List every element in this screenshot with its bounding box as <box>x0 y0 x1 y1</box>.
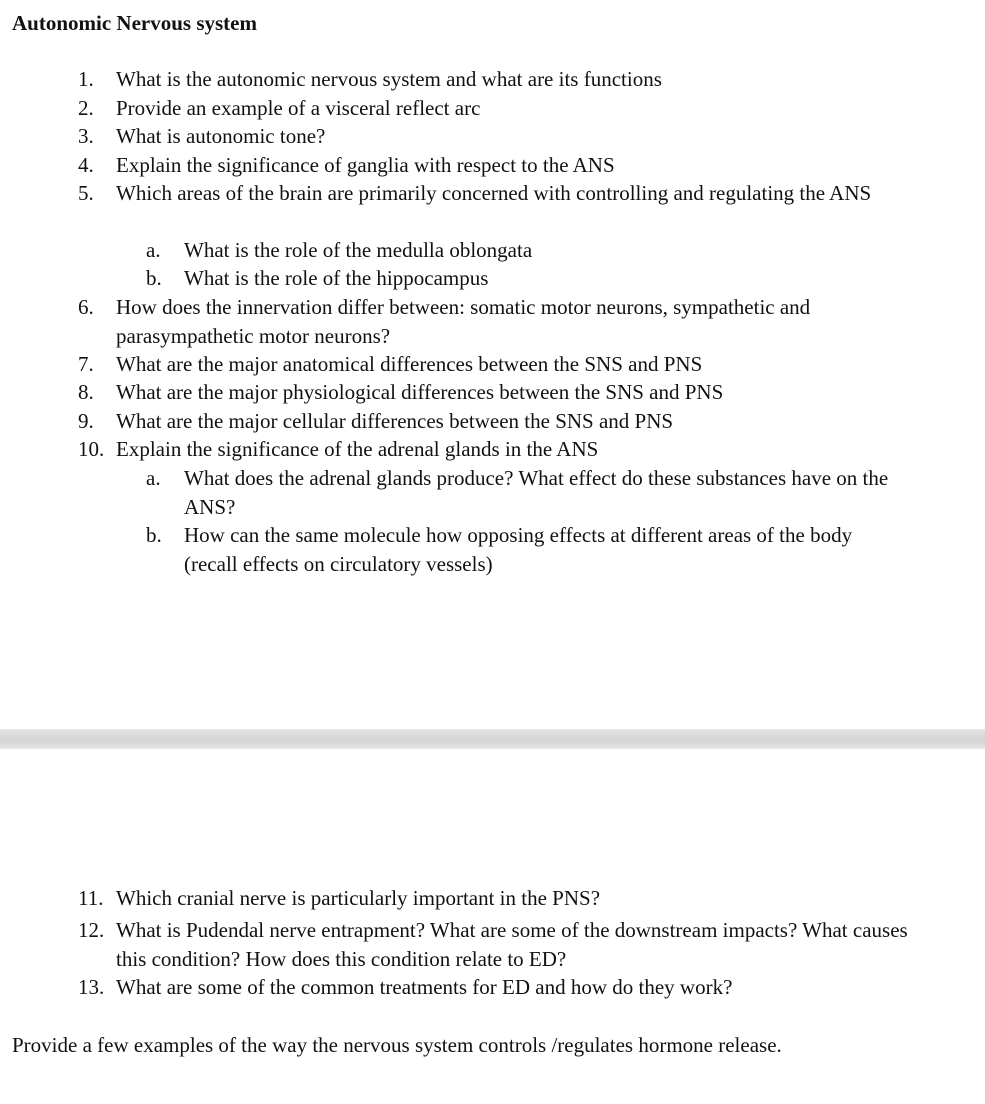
question-number: 3. <box>78 124 94 148</box>
question-number: 1. <box>78 67 94 91</box>
question-number: 12. <box>78 918 105 942</box>
question-item-3 <box>78 122 908 151</box>
question-text: What are the major physiological differences between the SNS and PNS <box>116 380 724 404</box>
question-number: 10. <box>78 437 105 461</box>
question-text: What is autonomic tone? <box>116 124 326 148</box>
question-number: 11. <box>78 886 104 910</box>
question-text: What are some of the common treatments for ED and how do they work? <box>116 975 733 999</box>
subquestion-text: What is the role of the medulla oblongata <box>184 238 533 262</box>
question-number: 2. <box>78 96 94 120</box>
question-text: What is the autonomic nervous system and what are its functions <box>116 67 662 91</box>
question-item-2 <box>78 94 908 123</box>
subquestion-item-10a <box>146 464 906 521</box>
question-item-8 <box>78 378 908 407</box>
question-item-11 <box>78 884 908 913</box>
subquestion-letter: b. <box>146 266 162 290</box>
question-number: 13. <box>78 975 105 999</box>
subquestion-item-10b <box>146 521 906 578</box>
page-break-divider <box>0 729 985 749</box>
question-number: 6. <box>78 295 94 319</box>
question-text: Explain the significance of ganglia with respect to the ANS <box>116 153 615 177</box>
subquestion-item-5a <box>146 236 906 265</box>
document-title: Autonomic Nervous system <box>12 11 257 35</box>
question-item-13 <box>78 973 908 1002</box>
subquestion-letter: a. <box>146 466 161 490</box>
question-item-1 <box>78 65 908 94</box>
closing-question: Provide a few examples of the way the nervous system controls /regulates hormone release. <box>12 1033 782 1057</box>
question-number: 8. <box>78 380 94 404</box>
subquestion-text: How can the same molecule how opposing effects at different areas of the body (recall effects on circulatory vessels) <box>184 523 853 576</box>
question-text: What is Pudendal nerve entrapment? What are some of the downstream impacts? What causes this condition? How does this condition relate to ED? <box>116 918 908 971</box>
question-text: How does the innervation differ between: somatic motor neurons, sympathetic and parasympathetic motor neurons? <box>116 295 811 348</box>
question-number: 5. <box>78 181 94 205</box>
question-number: 4. <box>78 153 94 177</box>
subquestion-letter: a. <box>146 238 161 262</box>
question-text: Explain the significance of the adrenal glands in the ANS <box>116 437 599 461</box>
question-item-12 <box>78 916 908 973</box>
question-text: Which cranial nerve is particularly important in the PNS? <box>116 886 601 910</box>
question-text: What are the major cellular differences between the SNS and PNS <box>116 409 674 433</box>
subquestion-letter: b. <box>146 523 162 547</box>
subquestion-text: What does the adrenal glands produce? What effect do these substances have on the ANS? <box>184 466 889 519</box>
question-item-9 <box>78 407 908 436</box>
question-item-7 <box>78 350 908 379</box>
question-number: 7. <box>78 352 94 376</box>
subquestion-item-5b <box>146 264 906 293</box>
question-item-10 <box>78 435 908 464</box>
question-text: Provide an example of a visceral reflect arc <box>116 96 481 120</box>
question-item-4 <box>78 151 908 180</box>
question-text: Which areas of the brain are primarily concerned with controlling and regulating the ANS <box>116 181 872 205</box>
subquestion-text: What is the role of the hippocampus <box>184 266 489 290</box>
question-text: What are the major anatomical differences between the SNS and PNS <box>116 352 703 376</box>
question-number: 9. <box>78 409 94 433</box>
question-item-6 <box>78 293 908 350</box>
question-item-5 <box>78 179 908 208</box>
